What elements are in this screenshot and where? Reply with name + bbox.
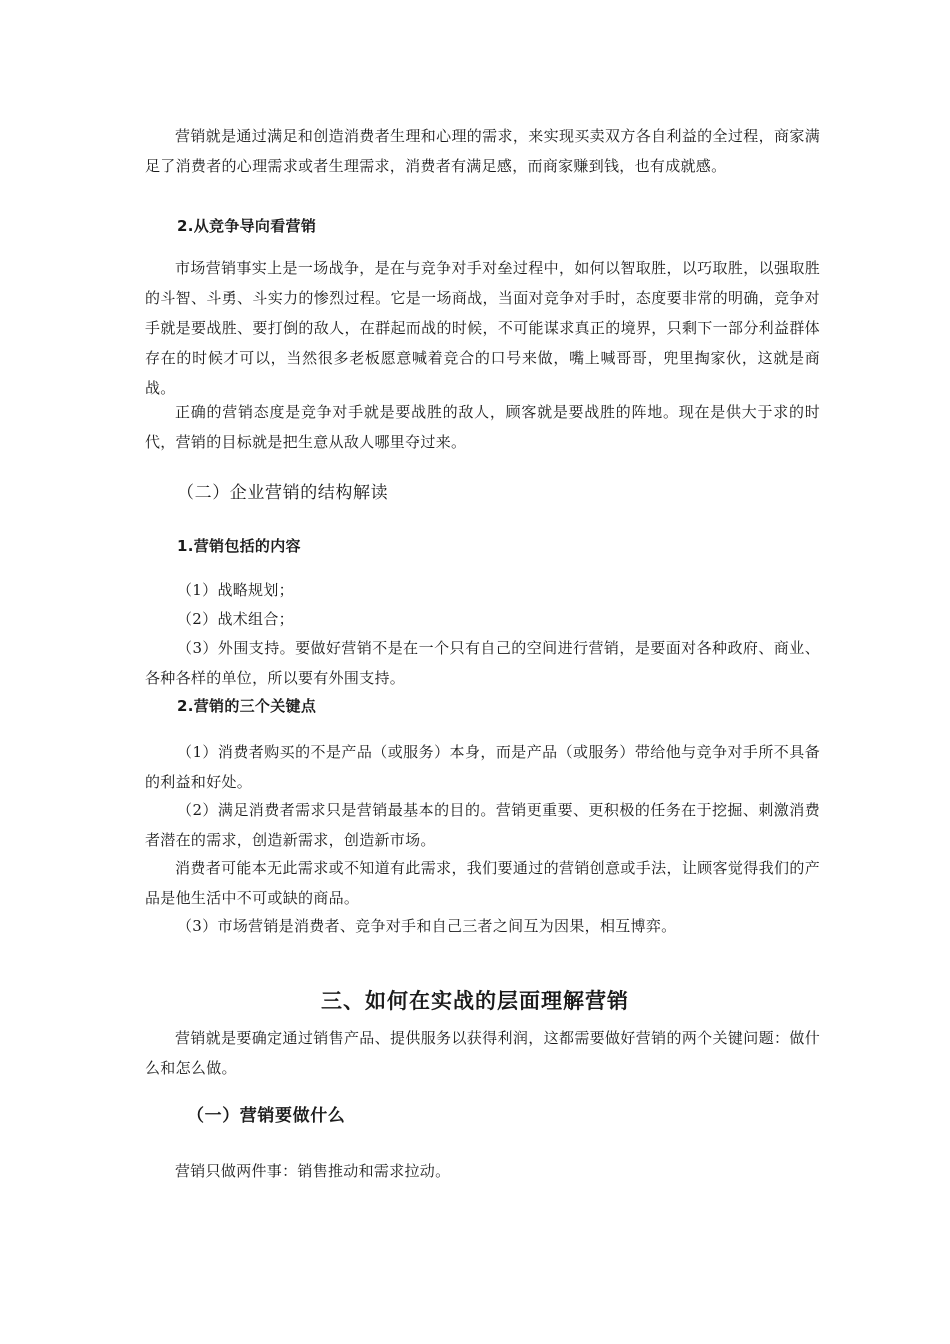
key-point-2: （2）满足消费者需求只是营销最基本的目的。营销更重要、更积极的任务在于挖掘、刺激消费者潜在的需求，创造新需求，创造新市场。 xyxy=(145,801,820,849)
heading-what-to-do: （一）营销要做什么 xyxy=(187,1106,346,1126)
key-point-1: （1）消费者购买的不是产品（或服务）本身，而是产品（或服务）带给他与竞争对手所不具备的利益和好处。 xyxy=(145,743,820,791)
heading-three-key-points: 2.营销的三个关键点 xyxy=(177,697,317,715)
paragraph-correct-attitude: 正确的营销态度是竞争对手就是要战胜的敌人，顾客就是要战胜的阵地。现在是供大于求的时代，营销的目标就是把生意从敌人哪里夺过来。 xyxy=(145,403,820,451)
paragraph-two-things: 营销只做两件事：销售推动和需求拉动。 xyxy=(175,1162,451,1180)
heading-marketing-contents: 1.营销包括的内容 xyxy=(177,537,301,555)
heading-competition-orientation: 2.从竞争导向看营销 xyxy=(177,217,317,235)
heading-structure: （二）企业营销的结构解读 xyxy=(177,483,389,503)
list-item: （2）战术组合； xyxy=(177,610,294,628)
paragraph-market-war: 市场营销事实上是一场战争，是在与竞争对手对垒过程中，如何以智取胜，以巧取胜，以强取胜的斗智、斗勇、斗实力的惨烈过程。它是一场商战，当面对竞争对手时，态度要非常的明确，竞争对手就是要战胜、要打倒的敌人，在群起而战的时候，不可能谋求真正的境界，只剩下一部分利益群体存在的时候才可以，当然很多老板愿意喊着竞合的口号来做，嘴上喊哥哥，兜里掏家伙，这就是商战。 xyxy=(145,259,820,397)
paragraph-practical-intro: 营销就是要确定通过销售产品、提供服务以获得利润，这都需要做好营销的两个关键问题：做什么和怎么做。 xyxy=(145,1029,820,1077)
list-item: （3）外围支持。要做好营销不是在一个只有自己的空间进行营销，是要面对各种政府、商业、各种各样的单位，所以要有外围支持。 xyxy=(145,639,820,687)
list-item: （1）战略规划； xyxy=(177,581,294,599)
key-point-3: （3）市场营销是消费者、竞争对手和自己三者之间互为因果，相互博弈。 xyxy=(177,917,677,935)
key-point-2-note: 消费者可能本无此需求或不知道有此需求，我们要通过的营销创意或手法，让顾客觉得我们的产品是他生活中不可或缺的商品。 xyxy=(145,859,820,907)
section-title: 三、如何在实战的层面理解营销 xyxy=(321,989,629,1013)
paragraph-definition: 营销就是通过满足和创造消费者生理和心理的需求，来实现买卖双方各自利益的全过程，商家满足了消费者的心理需求或者生理需求，消费者有满足感，而商家赚到钱，也有成就感。 xyxy=(145,127,820,175)
